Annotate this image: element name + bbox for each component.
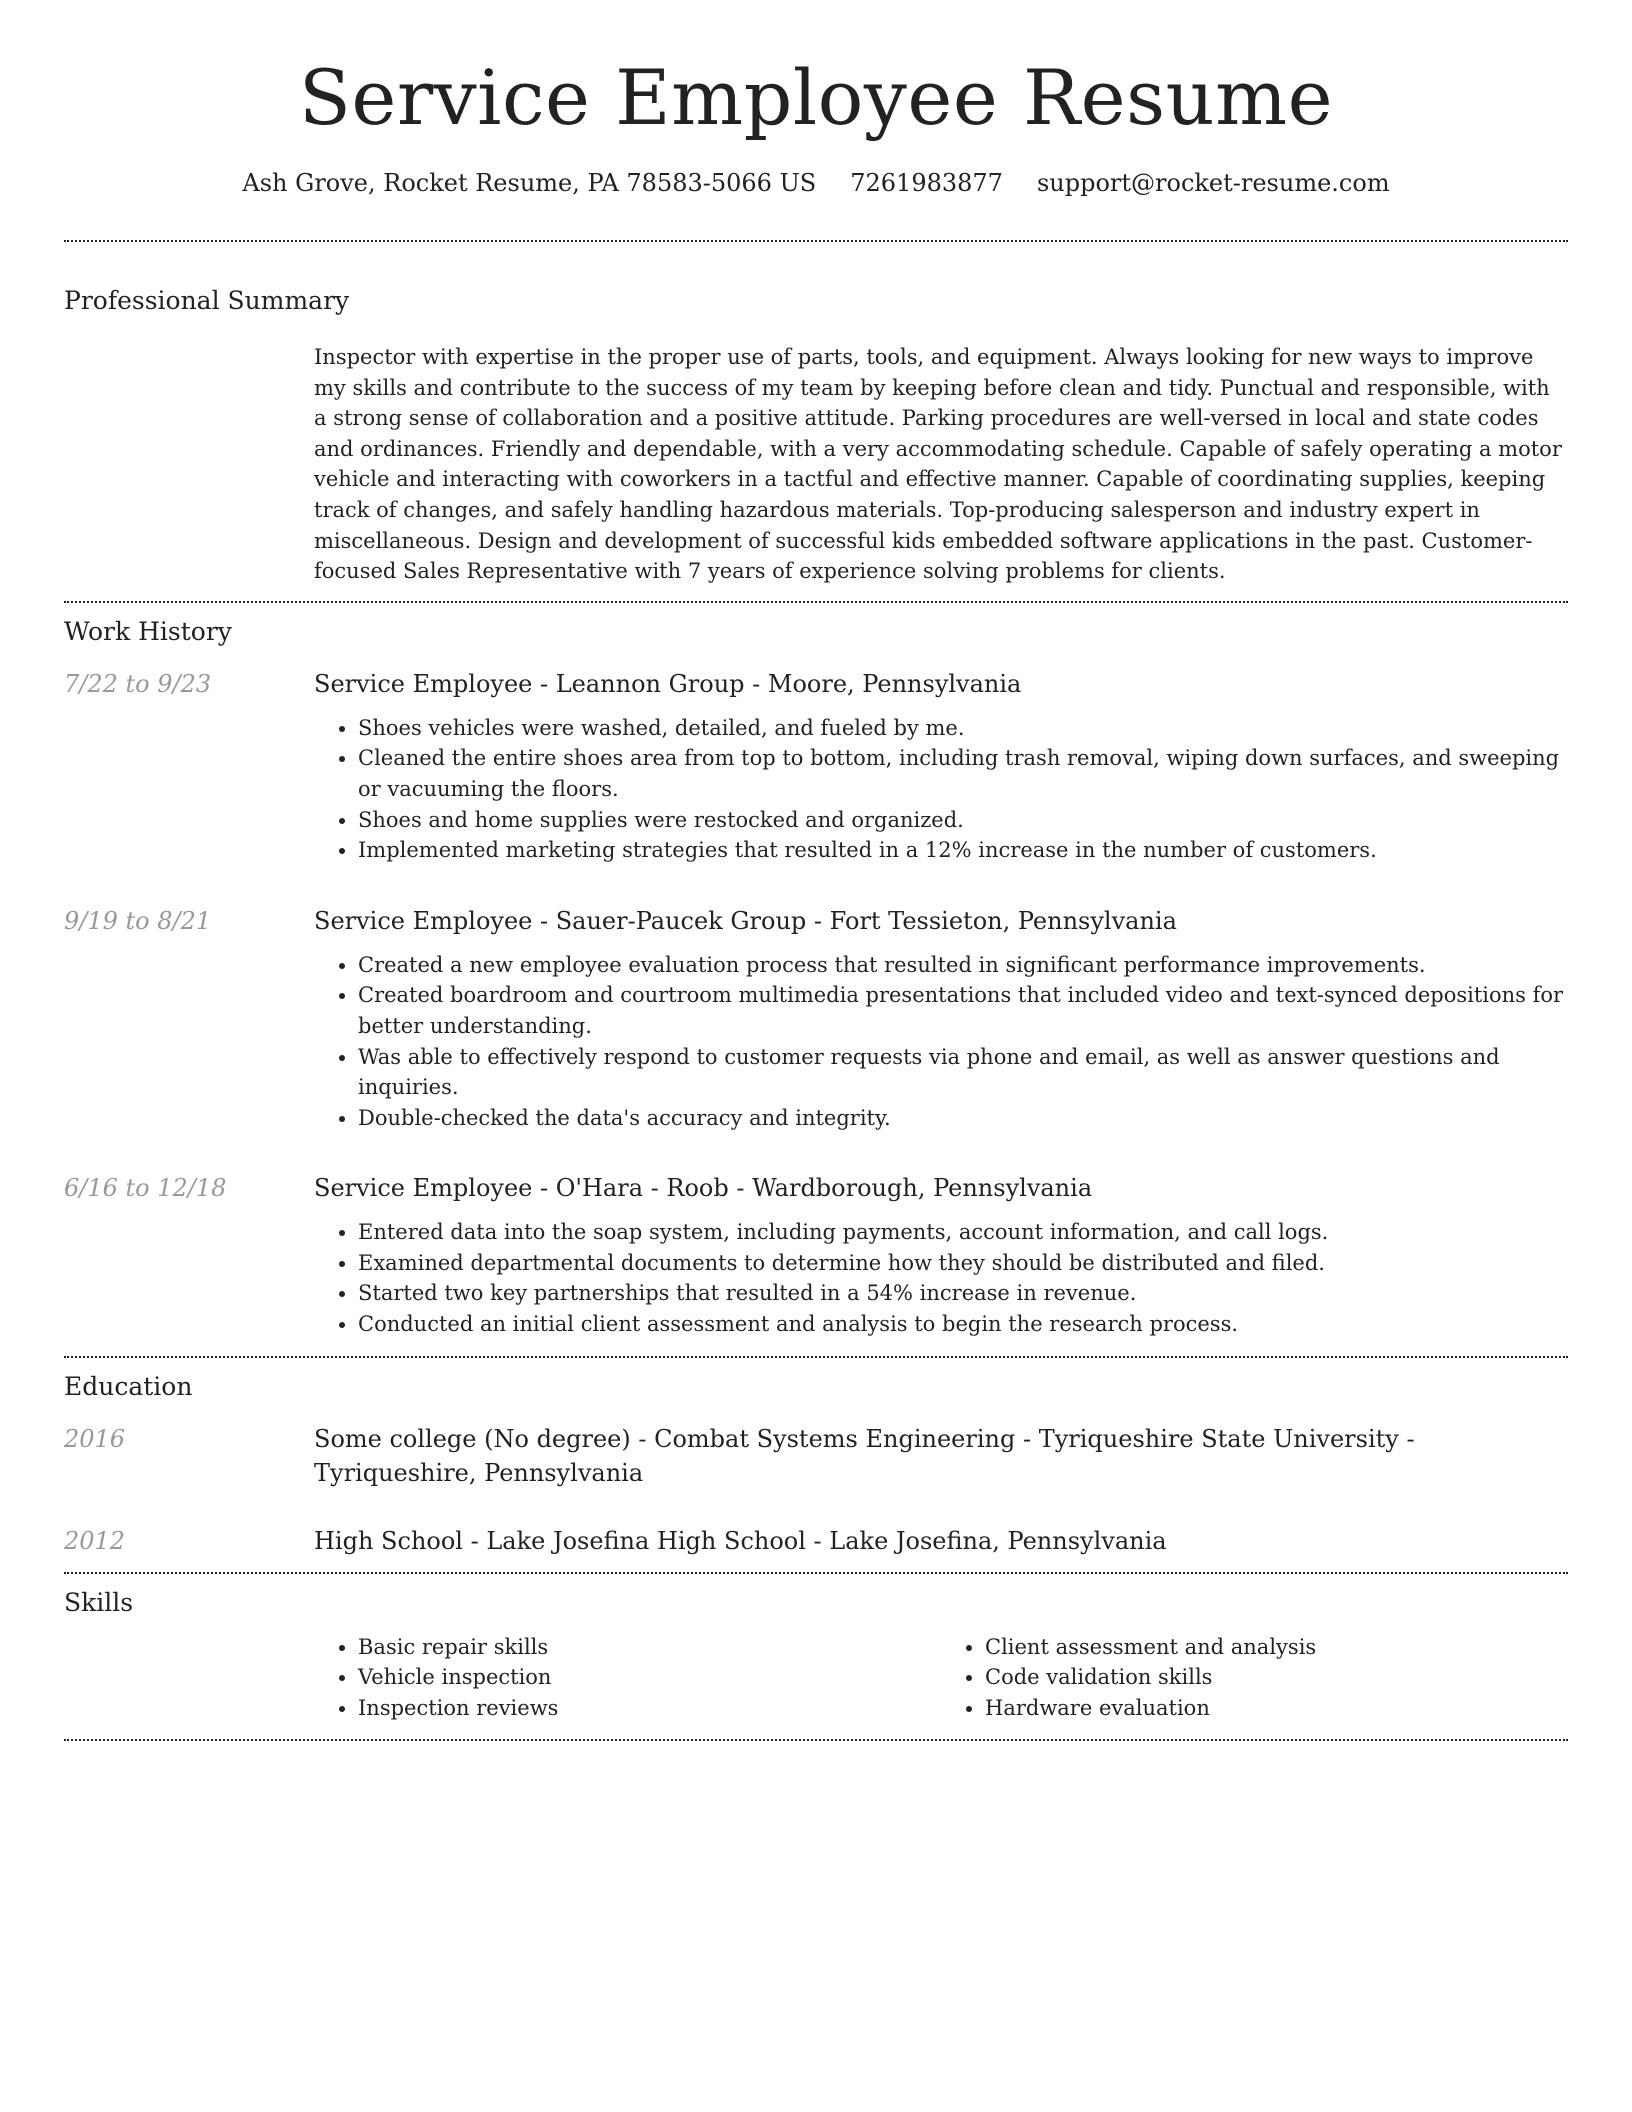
contact-address: Ash Grove, Rocket Resume, PA 78583-5066 US bbox=[242, 169, 817, 197]
education-text: High School - Lake Josefina High School - Lake Josefina, Pennsylvania bbox=[314, 1526, 1167, 1555]
job-entry bbox=[64, 904, 1568, 1134]
education-year: 2016 bbox=[64, 1424, 126, 1453]
education-text: Some college (No degree) - Combat Systems Engineering - Tyriqueshire State University - Tyriqueshire, Pennsylvania bbox=[314, 1424, 1415, 1487]
job-dates: 7/22 to 9/23 bbox=[64, 669, 212, 698]
education-year: 2012 bbox=[64, 1526, 126, 1555]
job-bullet: • Conducted an initial client assessment and analysis to begin the research process. bbox=[358, 1309, 1568, 1340]
spacer bbox=[64, 1133, 1568, 1153]
contact-phone: 7261983877 bbox=[850, 169, 1003, 197]
education-entry bbox=[64, 1422, 1568, 1490]
job-entry bbox=[64, 667, 1568, 866]
job-body bbox=[314, 667, 1568, 866]
skill-item: • Client assessment and analysis bbox=[985, 1632, 1568, 1663]
summary-text: Inspector with expertise in the proper use of parts, tools, and equipment. Always looking for new ways to improve my skills and contribute to the success of my team by keeping before clean and tidy. Punctual and responsible, with a strong sense of collaboration and a positive attitude. Parking procedures are well-versed in local and state codes and ordinances. Friendly and dependable, with a very accommodating schedule. Capable of safely operating a motor vehicle and interacting with coworkers in a tactful and effective manner. Capable of coordinating supplies, keeping track of changes, and safely handling hazardous materials. Top-producing salesperson and industry expert in miscellaneous. Design and development of successful kids embedded software applications in the past. Customer-focused Sales Representative with 7 years of experience solving problems for clients. bbox=[314, 345, 1562, 584]
job-bullets bbox=[314, 713, 1568, 866]
section-heading-skills: Skills bbox=[64, 1587, 134, 1617]
contact-email: support@rocket-resume.com bbox=[1036, 169, 1390, 197]
job-bullet: • Shoes vehicles were washed, detailed, and fueled by me. bbox=[358, 713, 1568, 744]
work-history-section bbox=[64, 603, 1568, 1340]
job-entry bbox=[64, 1171, 1568, 1339]
skills-list-left bbox=[314, 1632, 941, 1724]
section-heading-summary: Professional Summary bbox=[64, 286, 350, 315]
job-dates: 9/19 to 8/21 bbox=[64, 906, 212, 935]
professional-summary-section bbox=[64, 242, 1568, 601]
job-bullet: • Created boardroom and courtroom multimedia presentations that included video and text-synced depositions for better understanding. bbox=[358, 980, 1568, 1041]
skill-item: • Hardware evaluation bbox=[985, 1693, 1568, 1724]
job-bullet: • Cleaned the entire shoes area from top to bottom, including trash removal, wiping down surfaces, and sweeping or vacuuming the floors. bbox=[358, 743, 1568, 804]
job-bullet: • Examined departmental documents to determine how they should be distributed and filed. bbox=[358, 1248, 1568, 1279]
skill-item: • Basic repair skills bbox=[358, 1632, 941, 1663]
job-bullets bbox=[314, 950, 1568, 1134]
divider bbox=[64, 1739, 1568, 1741]
spacer bbox=[64, 866, 1568, 886]
job-bullet: • Double-checked the data's accuracy and integrity. bbox=[358, 1103, 1568, 1134]
resume-title: Service Employee Resume bbox=[298, 53, 1334, 142]
skills-section bbox=[64, 1574, 1568, 1740]
job-title: Service Employee - Sauer-Paucek Group - Fort Tessieton, Pennsylvania bbox=[314, 906, 1177, 935]
education-section bbox=[64, 1358, 1568, 1558]
job-bullet: • Was able to effectively respond to customer requests via phone and email, as well as answer questions and inquiries. bbox=[358, 1042, 1568, 1103]
skill-item: • Inspection reviews bbox=[358, 1693, 941, 1724]
section-heading-education: Education bbox=[64, 1371, 193, 1401]
job-dates: 6/16 to 12/18 bbox=[64, 1174, 227, 1203]
job-body bbox=[314, 1171, 1568, 1339]
education-body bbox=[314, 1524, 1568, 1558]
job-bullet: • Entered data into the soap system, including payments, account information, and call logs. bbox=[358, 1217, 1568, 1248]
skill-item: • Code validation skills bbox=[985, 1662, 1568, 1693]
skill-item: • Vehicle inspection bbox=[358, 1662, 941, 1693]
job-bullet: • Implemented marketing strategies that resulted in a 12% increase in the number of customers. bbox=[358, 835, 1568, 866]
job-title: Service Employee - Leannon Group - Moore, Pennsylvania bbox=[314, 669, 1022, 698]
job-bullet: • Started two key partnerships that resulted in a 54% increase in revenue. bbox=[358, 1278, 1568, 1309]
skills-list-right bbox=[941, 1632, 1568, 1724]
job-title: Service Employee - O'Hara - Roob - Wardborough, Pennsylvania bbox=[314, 1174, 1093, 1203]
skills-columns bbox=[314, 1632, 1568, 1724]
education-entry bbox=[64, 1524, 1568, 1558]
section-heading-work: Work History bbox=[64, 616, 232, 646]
education-body bbox=[314, 1422, 1568, 1490]
contact-line bbox=[64, 166, 1568, 200]
job-bullet: • Shoes and home supplies were restocked and organized. bbox=[358, 805, 1568, 836]
job-bullets bbox=[314, 1217, 1568, 1339]
job-body bbox=[314, 904, 1568, 1134]
job-bullet: • Created a new employee evaluation process that resulted in significant performance improvements. bbox=[358, 950, 1568, 981]
